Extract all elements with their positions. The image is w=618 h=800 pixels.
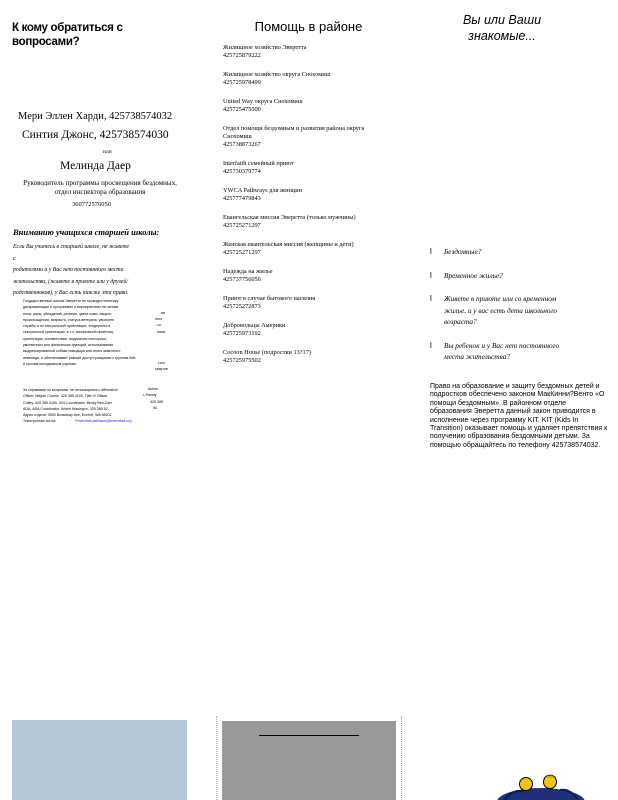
- col2-title: Помощь в районе: [254, 19, 363, 34]
- list-item: [223, 349, 373, 365]
- resource-phone: 425725475500: [223, 106, 261, 113]
- resource-name: YWCA Pathways для женщин: [223, 187, 303, 194]
- resource-name: Евангельская миссия Эверетта (только мужчины): [223, 214, 356, 221]
- list-item: [223, 44, 373, 60]
- clipart-head-1: [520, 778, 533, 791]
- list-item: [430, 270, 560, 282]
- resource-phone: 425725978499: [223, 79, 261, 86]
- policy-side-text: ии: [161, 311, 166, 315]
- policy-side-text: скаутов: [155, 367, 168, 371]
- list-item: [430, 293, 560, 328]
- email-label: Электронная почта:: [23, 419, 57, 424]
- policy-line: дискриминации и программах и мероприятиях на основе: [23, 305, 119, 310]
- help-resources-list: [223, 44, 373, 376]
- policy-line: и прочим молодежным группам.: [23, 361, 77, 366]
- blue-panel: [12, 720, 187, 800]
- contact-line-email: [23, 418, 158, 424]
- rights-text: Право на образование и защиту бездомных детей и подростков обеспечено законом МакКинни?Венто «О помощи бездомным». В районном отделе образования Эверетта данный закон приводится в исполнение через программу KIT. KIT (Kids In Transition) оказывает помощь и удаляет препятствия к получению образования бездомными детьми. За помощью обращайтесь по телефону 425738574032.: [430, 383, 608, 449]
- high-school-line: Если Вы учитесь в старшей школе, не живете с: [13, 244, 130, 262]
- panel-border-right: [401, 716, 403, 800]
- bullet-icon: l: [430, 294, 432, 303]
- policy-line: Государственные школы Эверетта не проводят политику: [23, 299, 119, 303]
- policy-line: умственных или физических функций, использования: [23, 343, 114, 348]
- policy-line: пола, расы, убеждений, религии, цвета кожи, национ: [23, 311, 112, 316]
- list-item: [223, 214, 373, 230]
- policy-side-text: ения,: [157, 330, 166, 334]
- high-school-line: родителями и у Вас нет постоянного места: [13, 267, 124, 273]
- list-item: [223, 268, 373, 284]
- people-clipart-icon: [496, 770, 586, 800]
- role-description: Руководитель программы просвещения бездомных, отдел инспектора образования: [23, 179, 177, 196]
- policy-line: службы и по сексуальной ориентации, тендерного в: [23, 324, 111, 329]
- contact-jones: Синтия Джонс, 425738574030: [22, 129, 169, 141]
- clipart-hair: [544, 775, 556, 778]
- bullet-icon: l: [430, 247, 432, 256]
- resource-phone: 425725975502: [223, 357, 261, 364]
- resource-name: Добровольцы Америки: [223, 322, 286, 329]
- contact-dyer: Мелинда Даер: [60, 160, 131, 172]
- col3-title: Вы или Ваши знакомые...: [462, 13, 542, 43]
- contact-side-text: r, Randy: [143, 393, 157, 397]
- resource-name: Отдел помощи бездомным и развития района округа Снохомиш: [223, 125, 365, 140]
- resource-phone: 425738873267: [223, 141, 261, 148]
- policy-side-text: ного: [155, 317, 163, 321]
- question-list: [430, 246, 560, 375]
- inquiry-contacts: [23, 387, 158, 425]
- resource-phone: 425737756056: [223, 276, 261, 283]
- list-item: [430, 340, 560, 363]
- policy-line: выдрессированной собаки-поводыря или иного животного: [23, 349, 121, 354]
- contact-side-text: 425 385: [150, 400, 163, 404]
- list-item: [430, 246, 560, 258]
- resource-name: Надежда на жилье: [223, 268, 273, 275]
- resource-phone: 425725271297: [223, 249, 261, 256]
- contact-line: Officer, Megan Crouse, 425 385 4100, Title IX Officer: [23, 394, 108, 399]
- resource-name: United Way округа Снохомиш: [223, 98, 303, 105]
- resource-name: Interfaith семейный приют: [223, 160, 294, 167]
- list-item: [223, 187, 373, 203]
- high-school-text: [13, 242, 131, 300]
- contact-line: ADA: ADA Coordinator, Kristin Wasingon, 425 385 52: [23, 406, 108, 411]
- bullet-icon: l: [430, 270, 432, 280]
- question-text: Вы ребенок и у Вас нет постоянного места жительства?: [444, 340, 560, 361]
- policy-line: ориентации, соответствия, нарушения сенсорных,: [23, 336, 108, 341]
- non-discrimination-policy: [23, 298, 158, 367]
- resource-phone: 425725973192: [223, 330, 261, 337]
- list-item: [223, 295, 373, 311]
- list-item: [223, 125, 373, 149]
- gray-panel: [222, 721, 396, 800]
- list-item: [223, 322, 373, 338]
- list-item: [223, 98, 373, 114]
- contact-line: Coffey, 425 385 4100, 504 Coordinator, Becky Ben-Dan: [23, 400, 112, 405]
- contact-hardy: Мери Эллен Харди, 425738574032: [18, 111, 173, 122]
- list-item: [223, 71, 373, 87]
- resource-phone: 425725271297: [223, 222, 261, 229]
- high-school-line: жительства, (живете в приюте или у друзей/: [13, 278, 128, 285]
- policy-side-text: того: [158, 361, 165, 365]
- policy-line: происхождения, возраста, статуса ветерана, увольнен: [23, 317, 115, 322]
- resource-phone: 425725272873: [223, 303, 261, 310]
- or-label: или: [103, 149, 112, 155]
- question-text: Живете в приюте или со временном жилье, и у вас есть дети школьного возраста?: [444, 294, 558, 326]
- panel-border-left: [216, 716, 218, 800]
- bullet-icon: l: [430, 340, 432, 350]
- email-link[interactable]: FirstInitialLastName@everettsd.org: [75, 419, 132, 424]
- col1-title: К кому обратиться с вопросами?: [12, 22, 123, 48]
- contact-line: За справками по вопросам, не относящимся к Affirmative: [23, 388, 118, 392]
- contact-phone: 360772576050: [72, 201, 111, 208]
- policy-line: инвалида, и обеспечивают равный доступ учащимся к группам бой: [23, 355, 136, 360]
- divider-line: [259, 735, 359, 736]
- resource-phone: 425730379774: [223, 168, 261, 175]
- resource-name: Приют в случае бытового насилия: [223, 295, 316, 302]
- list-item: [223, 241, 373, 257]
- resource-name: Жилищное хозяйство округа Снохомиш: [223, 71, 331, 78]
- high-school-heading: Вниманию учащихся старшей школы:: [13, 227, 160, 237]
- contact-line: Адрес отдела: 3900 Broadway Ave, Everett, WA 98201: [23, 413, 112, 418]
- resource-name: Cocoon House (подростки 13?17): [223, 349, 311, 356]
- contact-side-text: Action: [148, 387, 158, 391]
- resource-phone: 425777479843: [223, 195, 261, 202]
- contact-side-text: 50.: [153, 406, 158, 410]
- list-item: [223, 160, 373, 176]
- resource-name: Жилищное хозяйство Эверетта: [223, 44, 307, 51]
- high-school-line: родственников), у Вас есть также эти права.: [13, 290, 129, 296]
- policy-line: сексуальной ориентации, в т.ч. сексуальной ориентац: [23, 330, 114, 335]
- resource-name: Женская евангельская миссия (женщины и дети): [223, 241, 354, 248]
- resource-phone: 425725879222: [223, 52, 261, 59]
- policy-side-text: со: [157, 323, 161, 327]
- question-text: Бездомные?: [444, 247, 482, 256]
- question-text: Временное жилье?: [444, 270, 503, 280]
